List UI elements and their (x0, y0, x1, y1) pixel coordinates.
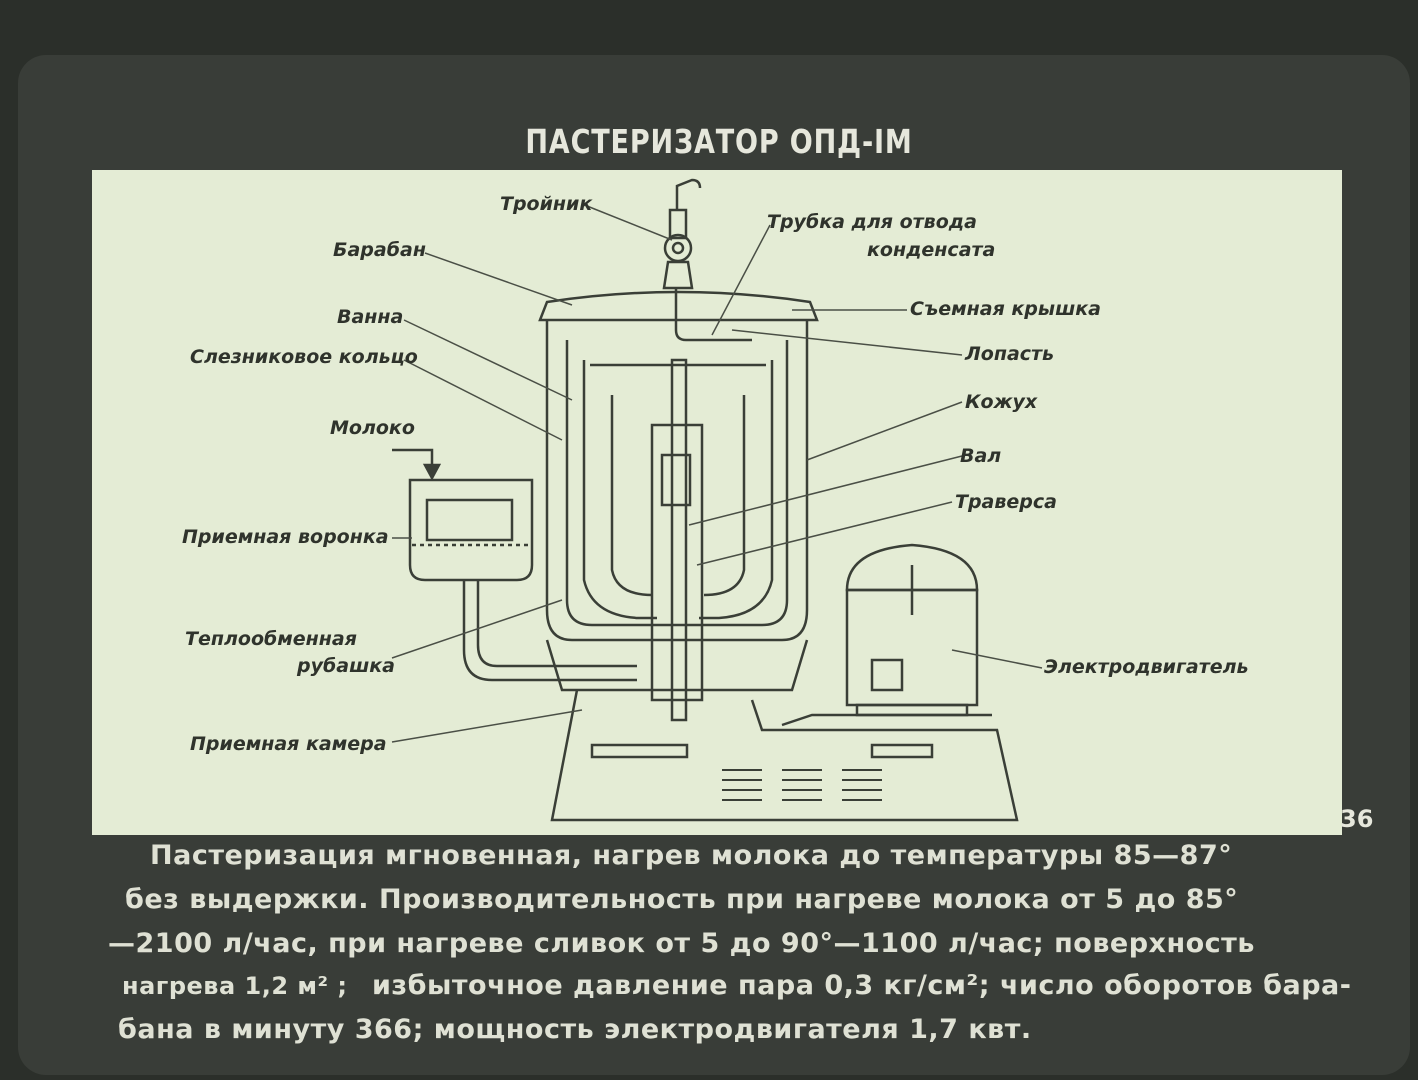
label-milk: Молоко (330, 417, 415, 439)
label-paddle: Лопасть (965, 343, 1055, 365)
base-bar-left (592, 745, 687, 757)
drum-left (584, 360, 657, 618)
caption-line-4-small: нагрева 1,2 м² ; (122, 972, 348, 1000)
base-top (782, 715, 992, 725)
motor-terminal-box (872, 660, 902, 690)
label-motor: Электродвигатель (1044, 656, 1249, 678)
apparatus-drawing (392, 180, 1017, 820)
removable-lid (540, 292, 817, 320)
caption-line-2: без выдержки. Производительность при нагреве молока от 5 до 85° (125, 884, 1239, 915)
label-jacket-2: рубашка (297, 655, 395, 677)
label-shaft: Вал (960, 445, 1002, 467)
milk-arrow-head (425, 465, 439, 478)
label-tube-1: Трубка для отвода (767, 211, 977, 233)
traverse-housing (652, 425, 702, 700)
label-jacket-1: Теплообменная (185, 628, 357, 650)
label-receiving-chamber: Приемная камера (190, 733, 387, 755)
caption-line-3: —2100 л/час, при нагреве сливок от 5 до 90°—1100 л/час; поверхность (108, 928, 1255, 959)
label-drip-ring: Слезниковое кольцо (190, 346, 418, 368)
pasteurizer-diagram (92, 170, 1342, 835)
drum-right (699, 360, 772, 618)
funnel-float (427, 500, 512, 540)
diagram-labels (182, 193, 1249, 755)
caption-line-5: бана в минуту 366; мощность электродвигателя 1,7 квт. (118, 1014, 1032, 1045)
shaft (672, 360, 686, 720)
label-lid: Съемная крышка (910, 298, 1101, 320)
label-tube-2: конденсата (867, 239, 996, 261)
diagram-panel (92, 170, 1342, 835)
label-receiving-funnel: Приемная воронка (182, 526, 389, 548)
inner-channel-left (612, 395, 652, 595)
label-casing: Кожух (965, 391, 1038, 413)
slide-title: ПАСТЕРИЗАТОР ОПД-IМ (525, 122, 913, 161)
inner-channel-right (704, 395, 744, 595)
label-traverse: Траверса (955, 491, 1057, 513)
motor-mount (857, 705, 967, 715)
base-bar-right (872, 745, 932, 757)
bath (567, 340, 787, 625)
caption-line-4: избыточное давление пара 0,3 кг/см²; число оборотов бара- (372, 970, 1352, 1001)
leader-lines (392, 206, 1042, 742)
feed-pipe-inner (478, 580, 637, 666)
caption-line-1: Пастеризация мгновенная, нагрев молока до температуры 85—87° (150, 840, 1233, 871)
slide-number: 36 (1340, 805, 1374, 833)
receiving-funnel (410, 480, 532, 580)
label-bath: Ванна (337, 306, 404, 328)
tee-fitting-core (673, 243, 683, 253)
label-drum: Барабан (333, 239, 426, 261)
label-tee: Тройник (500, 193, 593, 215)
tee-base (664, 262, 692, 288)
vent-grille (722, 770, 882, 800)
tee-pipe (677, 180, 700, 210)
